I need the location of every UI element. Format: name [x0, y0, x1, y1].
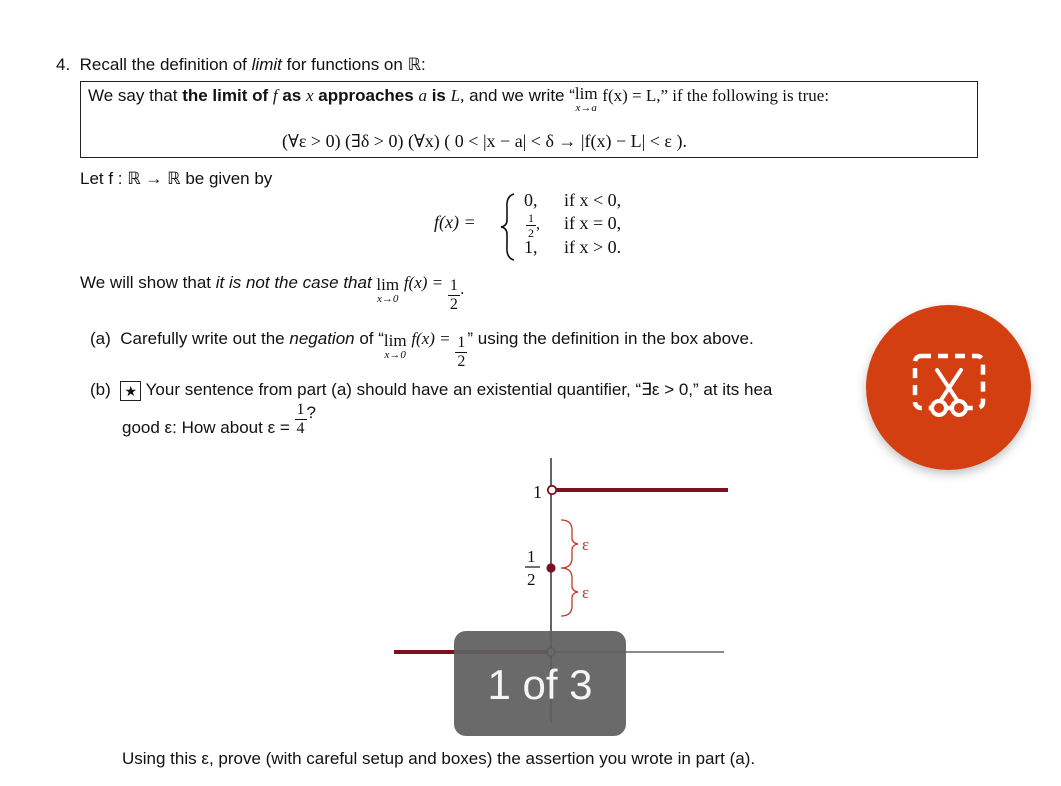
filled-point-half: [546, 563, 555, 572]
piecewise-lhs: f(x) =: [434, 212, 476, 232]
part-b-continued: good ε: How about ε = $\frac{1}{4}$ ?: [122, 401, 316, 438]
y-label-half-den: 2: [527, 570, 536, 589]
term-limit: limit: [251, 55, 282, 74]
problem-intro: 4. Recall the definition of limit for functions on ℝ:: [56, 55, 426, 74]
piecewise-row-1-cond: if x < 0,: [564, 190, 622, 210]
claim-line: We will show that it is not the case that lim x→0 f(x) = $\frac{1}{2}$ .: [80, 273, 465, 314]
closing-line: Using this ε, prove (with careful setup and boxes) the assertion you wrote in part (a).: [122, 749, 756, 768]
piecewise-row-3-cond: if x > 0.: [564, 237, 622, 257]
problem-number: 4.: [56, 55, 71, 74]
epsilon-label-upper: ε: [582, 535, 590, 554]
scissors-crop-icon: [909, 348, 989, 428]
y-label-half-num: 1: [527, 547, 536, 566]
part-b: (b) ★ Your sentence from part (a) should have an existential quantifier, “∃ε > 0,” at its hea: [90, 380, 773, 399]
open-point-one: [548, 486, 556, 494]
part-a: (a) Carefully write out the negation of “lim x→0 f(x) = $\frac{1}{2}$ ” using the definition in the box above.: [90, 329, 754, 371]
screenshot-crop-button[interactable]: [866, 305, 1031, 470]
epsilon-brace-lower: [561, 568, 578, 616]
page-indicator-text: 1 of 3: [487, 661, 593, 708]
piecewise-row-3-value: 1,: [524, 237, 538, 257]
term-negation: negation: [289, 329, 355, 348]
epsilon-label-lower: ε: [582, 583, 590, 602]
let-line: Let f : ℝ → ℝ be given by: [80, 169, 273, 188]
page-indicator: [454, 631, 626, 736]
piecewise-row-1-value: 0,: [524, 190, 538, 210]
y-label-one: 1: [533, 482, 542, 502]
piecewise-row-2-value: $\frac{1}{2}$ ,: [528, 211, 540, 240]
piecewise-brace: [498, 192, 518, 262]
epsilon-brace-upper: [561, 520, 578, 568]
piecewise-row-2-cond: if x = 0,: [564, 213, 622, 233]
star-box: ★: [120, 381, 141, 401]
definition-formula: (∀ε > 0) (∃δ > 0) (∀x) ( 0 < |x − a| < δ → |f(x) − L| < ε ).: [282, 131, 687, 151]
definition-text: We say that the limit of f as x approaches a is L, and we write “lim x→a f(x) = L,” if the following is true:: [88, 84, 830, 114]
